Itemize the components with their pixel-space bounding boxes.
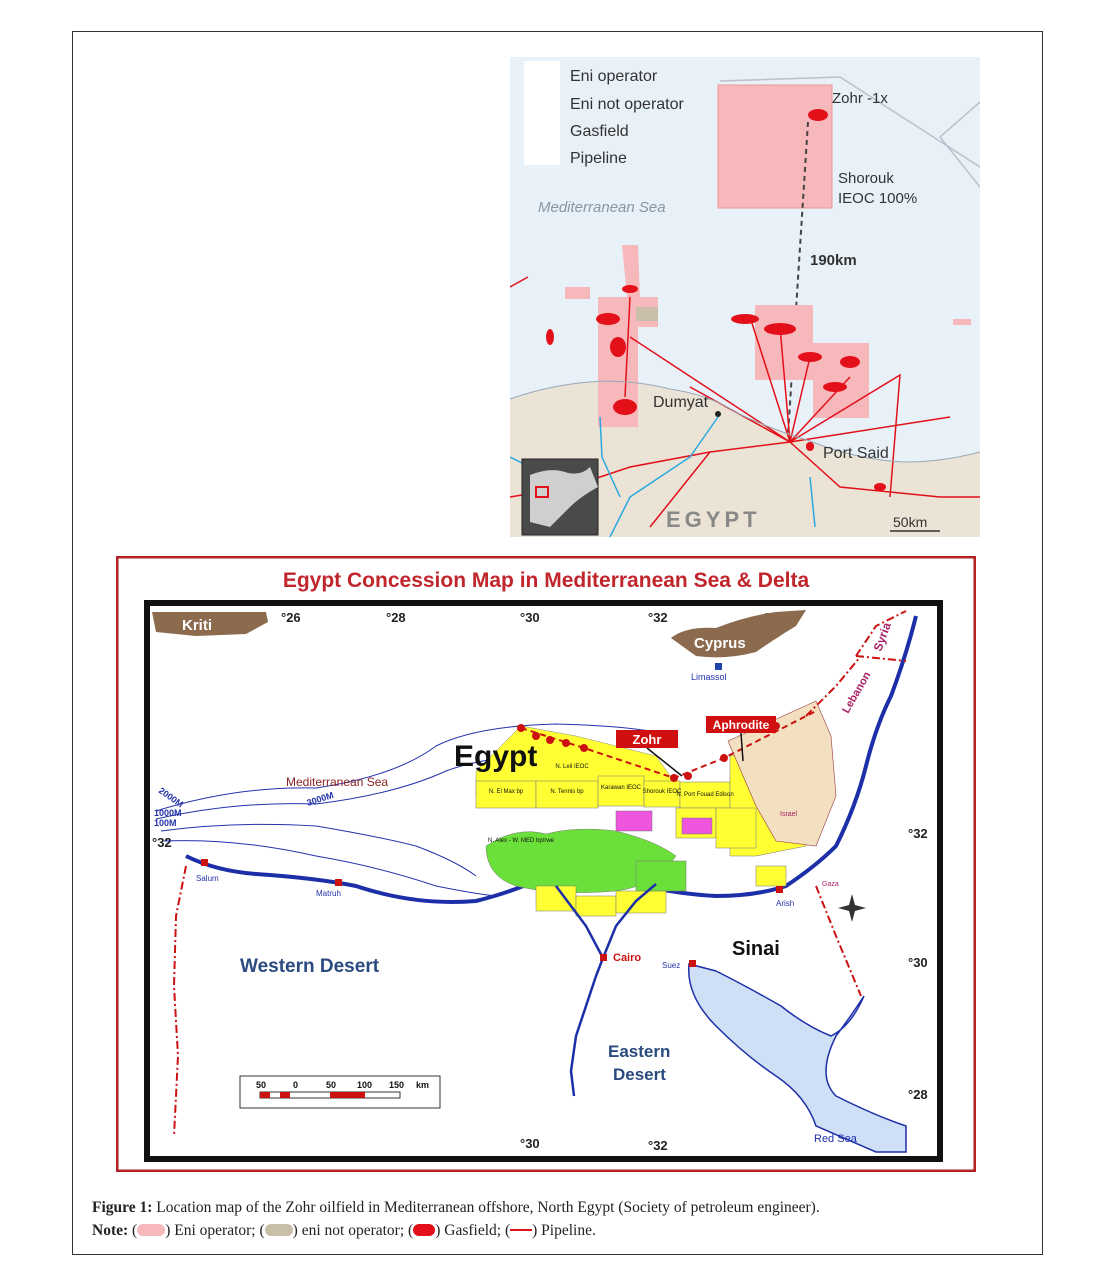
depth-100m: 100M [154,818,177,828]
cairo-label: Cairo [613,952,642,964]
eni-block [565,287,590,299]
limassol-label: Limassol [691,672,727,682]
tick-32: °32 [648,610,668,625]
eni-block [813,343,869,418]
svg-text:100: 100 [357,1080,373,1090]
svg-text:km: km [416,1080,430,1090]
map-title: Egypt Concession Map in Mediterranean Sea & Delta [282,569,810,592]
block-label: N. El Max bp [488,789,524,795]
legend-pipeline: Pipeline [570,150,627,167]
shorouk-label: Shorouk [838,170,894,187]
western-desert-label: Western Desert [240,956,380,977]
dumyat-marker [715,411,721,417]
syria-label: Syria [870,620,894,654]
eni-block [953,319,971,325]
note-gasfield: Gasfield; [444,1222,502,1239]
port-said-marker [806,442,814,450]
sinai-label: Sinai [732,938,780,960]
svg-text:50: 50 [256,1080,267,1090]
aphrodite-tag-label: Aphrodite [712,718,770,732]
matruh-label: Matruh [316,889,341,898]
legend-eni-operator: Eni operator [570,68,658,85]
tick-left-32: °32 [152,835,172,850]
block-label: N. Tennis bp [550,789,584,795]
block-label: N. Alex - W. MED bp/rwe [487,838,555,844]
caption-text: Location map of the Zohr oilfield in Mediterranean offshore, North Egypt (Society of petroleum engineer). [152,1199,820,1216]
legend-eni-not-operator: Eni not operator [570,96,684,113]
cyprus-label: Cyprus [694,635,746,652]
tick-30: °30 [520,610,540,625]
block-label: N. Leil IEOC [555,764,589,770]
egypt-label: Egypt [454,740,538,773]
block-label: Karawan IEOC [600,785,642,791]
zohr-gasfield [808,109,828,121]
caption-note: Note: ( ) Eni operator; ( ) eni not operator; ( ) Gasfield; ( ) Pipeline. [92,1222,596,1239]
svg-text:0: 0 [293,1080,299,1090]
limassol-marker [715,663,722,670]
svg-text:150: 150 [389,1080,405,1090]
tick-28: °28 [386,610,406,625]
caption-prefix: Figure 1: [92,1199,153,1216]
eni-not-operator-block [636,307,658,321]
eni-not-operator-swatch [265,1224,293,1236]
arish-label: Arish [776,899,795,908]
tick-right-32: °32 [908,826,928,841]
sea-label: Mediterranean Sea [538,199,666,216]
depth-1000m: 1000M [154,808,182,818]
note-eni-operator: Eni operator; [174,1222,256,1239]
gaza-label: Gaza [822,881,839,888]
zohr-location-map [510,57,980,537]
zohr-tag-label: Zohr [632,732,662,747]
concession-map [116,556,976,1172]
med-sea-label: Mediterranean Sea [286,775,389,789]
depth-2000m: 2000M [156,785,186,810]
salum-label: Salum [196,874,219,883]
shorouk-block [718,85,832,208]
suez-label: Suez [662,961,681,970]
eastern-desert-label: Eastern [608,1042,671,1061]
gasfield-swatch [413,1224,435,1236]
scale-label: 50km [893,514,928,530]
kriti-label: Kriti [182,617,212,634]
eastern-desert-label2: Desert [613,1065,666,1084]
block-label: N. Port Fouad Edison [676,792,734,798]
caption-line [92,1196,1022,1219]
shorouk-ieoc-label: IEOC 100% [838,190,918,207]
tick-right-28: °28 [908,1087,928,1102]
note-label: Note: [92,1222,129,1239]
eni-operator-swatch [137,1224,165,1236]
israel-label: Israel [780,811,798,818]
note-eni-not-operator: eni not operator; [301,1222,405,1239]
distance-label: 190km [810,252,857,269]
lebanon-label: Lebanon [840,669,874,716]
country-label: EGYPT [666,507,761,532]
dumyat-label: Dumyat [653,394,709,411]
tick-right-30: °30 [908,955,928,970]
zohr-label: Zohr -1x [832,90,888,107]
tick-bottom-30: °30 [520,1136,540,1151]
depth-3000m: 3000M [305,789,335,808]
tick-26: °26 [281,610,301,625]
legend-swatches [524,61,560,165]
svg-text:50: 50 [326,1080,337,1090]
note-pipeline: Pipeline. [541,1222,596,1239]
legend-gasfield: Gasfield [570,123,629,140]
pipeline-swatch [510,1229,532,1231]
figure-caption [92,1196,1022,1242]
block-label: Shorouk IEOC [642,789,682,795]
port-said-label: Port Said [823,445,889,462]
tick-bottom-32: °32 [648,1138,668,1153]
red-sea-label: Red Sea [814,1133,857,1145]
